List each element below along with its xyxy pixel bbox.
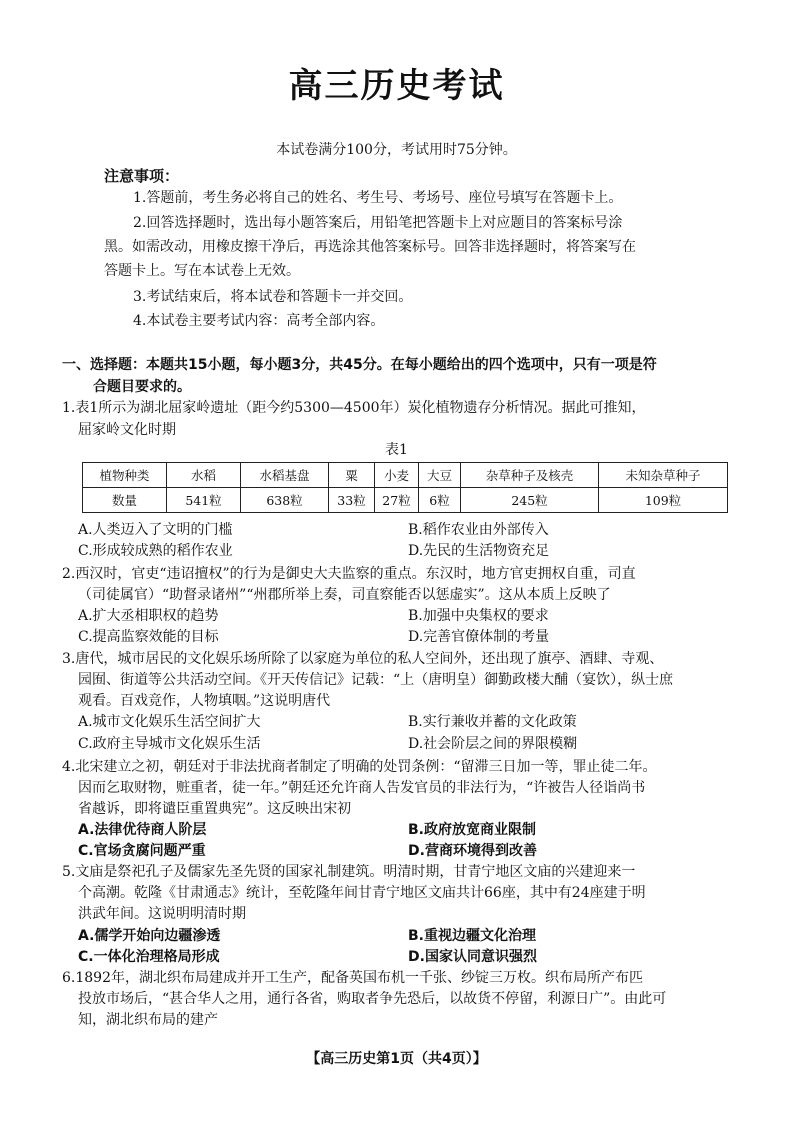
table-header: 未知杂草种子 [599, 463, 728, 488]
table-header: 大豆 [419, 463, 461, 488]
question-stem: 1.表1所示为湖北屈家岭遗址（距今约5300—4500年）炭化植物遗存分析情况。据此可推知， [62, 400, 646, 416]
question-stem: 屈家岭文化时期 [78, 422, 176, 438]
notice-heading: 注意事项： [104, 167, 180, 185]
notice-item: 3.考试结束后，将本试卷和答题卡一并交回。 [133, 289, 413, 305]
page-title: 高三历史考试 [288, 66, 505, 106]
question-stem: 6.1892年，湖北织布局建成并开工生产，配备英国布机一千张、纱锭三万枚。织布局所产布匹 [62, 970, 643, 986]
option-d: D.营商环境得到改善 [408, 843, 537, 859]
option-c: C.官场贪腐问题严重 [78, 843, 206, 859]
question-stem: 知，湖北织布局的建产 [78, 1012, 218, 1028]
table-header: 植物种类 [83, 463, 167, 488]
question-stem: 4.北宋建立之初，朝廷对于非法扰商者制定了明确的处罚条例：“留滞三日加一等，罪止徒二年。 [62, 759, 657, 775]
table-header: 水稻 [167, 463, 241, 488]
page-footer: 【高三历史第1页（共4页）】 [306, 1051, 487, 1067]
notice-item: 2.回答选择题时，选出每小题答案后，用铅笔把答题卡上对应题目的答案标号涂 [133, 215, 623, 231]
section-title: 一、选择题：本题共15小题，每小题3分，共45分。在每小题给出的四个选项中，只有一项是符 [62, 357, 657, 373]
option-b: B.加强中央集权的要求 [408, 608, 549, 624]
table-row [83, 488, 728, 513]
option-a: A.儒学开始向边疆渗透 [78, 928, 221, 944]
table-header: 小麦 [375, 463, 419, 488]
table-cell: 数量 [83, 488, 167, 513]
table-cell: 245粒 [461, 488, 599, 513]
option-a: A.扩大丞相职权的趋势 [78, 608, 219, 624]
question-stem: 观看。百戏竞作，人物填咽。”这说明唐代 [78, 693, 331, 709]
option-a: A.城市文化娱乐生活空间扩大 [78, 714, 261, 730]
notice-item: 1.答题前，考生务必将自己的姓名、考生号、考场号、座位号填写在答题卡上。 [133, 190, 623, 206]
data-table [82, 462, 728, 513]
option-c: C.政府主导城市文化娱乐生活 [78, 736, 261, 752]
table-cell: 541粒 [167, 488, 241, 513]
option-d: D.完善官僚体制的考量 [408, 629, 550, 645]
notice-item: 答题卡上。写在本试卷上无效。 [104, 263, 300, 279]
option-d: D.先民的生活物资充足 [408, 543, 550, 559]
table-header: 水稻基盘 [241, 463, 329, 488]
table-cell: 6粒 [419, 488, 461, 513]
option-b: B.重视边疆文化治理 [408, 928, 536, 944]
table-header-row [83, 463, 728, 488]
table-cell: 638粒 [241, 488, 329, 513]
option-d: D.社会阶层之间的界限模糊 [408, 736, 578, 752]
option-b: B.实行兼收并蓄的文化政策 [408, 714, 577, 730]
table-header: 粟 [329, 463, 375, 488]
table-cell: 27粒 [375, 488, 419, 513]
notice-item: 4.本试卷主要考试内容：高考全部内容。 [133, 313, 385, 329]
question-stem: 个高潮。乾隆《甘肃通志》统计，至乾隆年间甘青宁地区文庙共计66座，其中有24座建于明 [78, 885, 646, 901]
table-cell: 33粒 [329, 488, 375, 513]
option-c: C.一体化治理格局形成 [78, 949, 220, 965]
option-b: B.政府放宽商业限制 [408, 822, 536, 838]
option-c: C.形成较成熟的稻作农业 [78, 543, 233, 559]
question-stem: （司徒属官）“助督录诸州”“州郡所举上奏，司直察能否以惩虚实”。这从本质上反映了 [78, 587, 611, 603]
section-title: 合题目要求的。 [93, 379, 191, 395]
option-d: D.国家认同意识强烈 [408, 949, 537, 965]
option-a: A.法律优待商人阶层 [78, 822, 207, 838]
question-stem: 园囿、街道等公共活动空间。《开天传信记》记载：“上（唐明皇）御勤政楼大酺（宴饮），纵士庶 [78, 672, 674, 688]
table-cell: 109粒 [599, 488, 728, 513]
question-stem: 因而乞取财物，赃重者，徒一年。”朝廷还允许商人告发官员的非法行为，“许被告人径诣尚书 [78, 780, 646, 796]
question-stem: 省越诉，即将谴臣重置典宪”。这反映出宋初 [78, 801, 352, 817]
table-header: 杂草种子及核壳 [461, 463, 599, 488]
option-a: A.人类迈入了文明的门槛 [78, 522, 233, 538]
option-b: B.稻作农业由外部传入 [408, 522, 549, 538]
table-caption: 表1 [385, 442, 408, 458]
notice-item: 黑。如需改动，用橡皮擦干净后，再选涂其他答案标号。回答非选择题时，将答案写在 [104, 239, 636, 255]
question-stem: 3.唐代，城市居民的文化娱乐场所除了以家庭为单位的私人空间外，还出现了旗亭、酒肆、寺观、 [62, 651, 664, 667]
question-stem: 洪武年间。这说明明清时期 [78, 906, 246, 922]
question-stem: 投放市场后，“甚合华人之用，通行各省，购取者争先恐后，以故货不停留，利源日广”。由此可 [78, 991, 667, 1007]
option-c: C.提高监察效能的目标 [78, 629, 219, 645]
question-stem: 2.西汉时，官吏“违诏擅权”的行为是御史大夫监察的重点。东汉时，地方官吏拥权自重，司直 [62, 566, 636, 582]
question-stem: 5.文庙是祭祀孔子及儒家先圣先贤的国家礼制建筑。明清时期，甘青宁地区文庙的兴建迎来一 [62, 864, 636, 880]
exam-subtitle: 本试卷满分100分，考试用时75分钟。 [276, 142, 517, 158]
